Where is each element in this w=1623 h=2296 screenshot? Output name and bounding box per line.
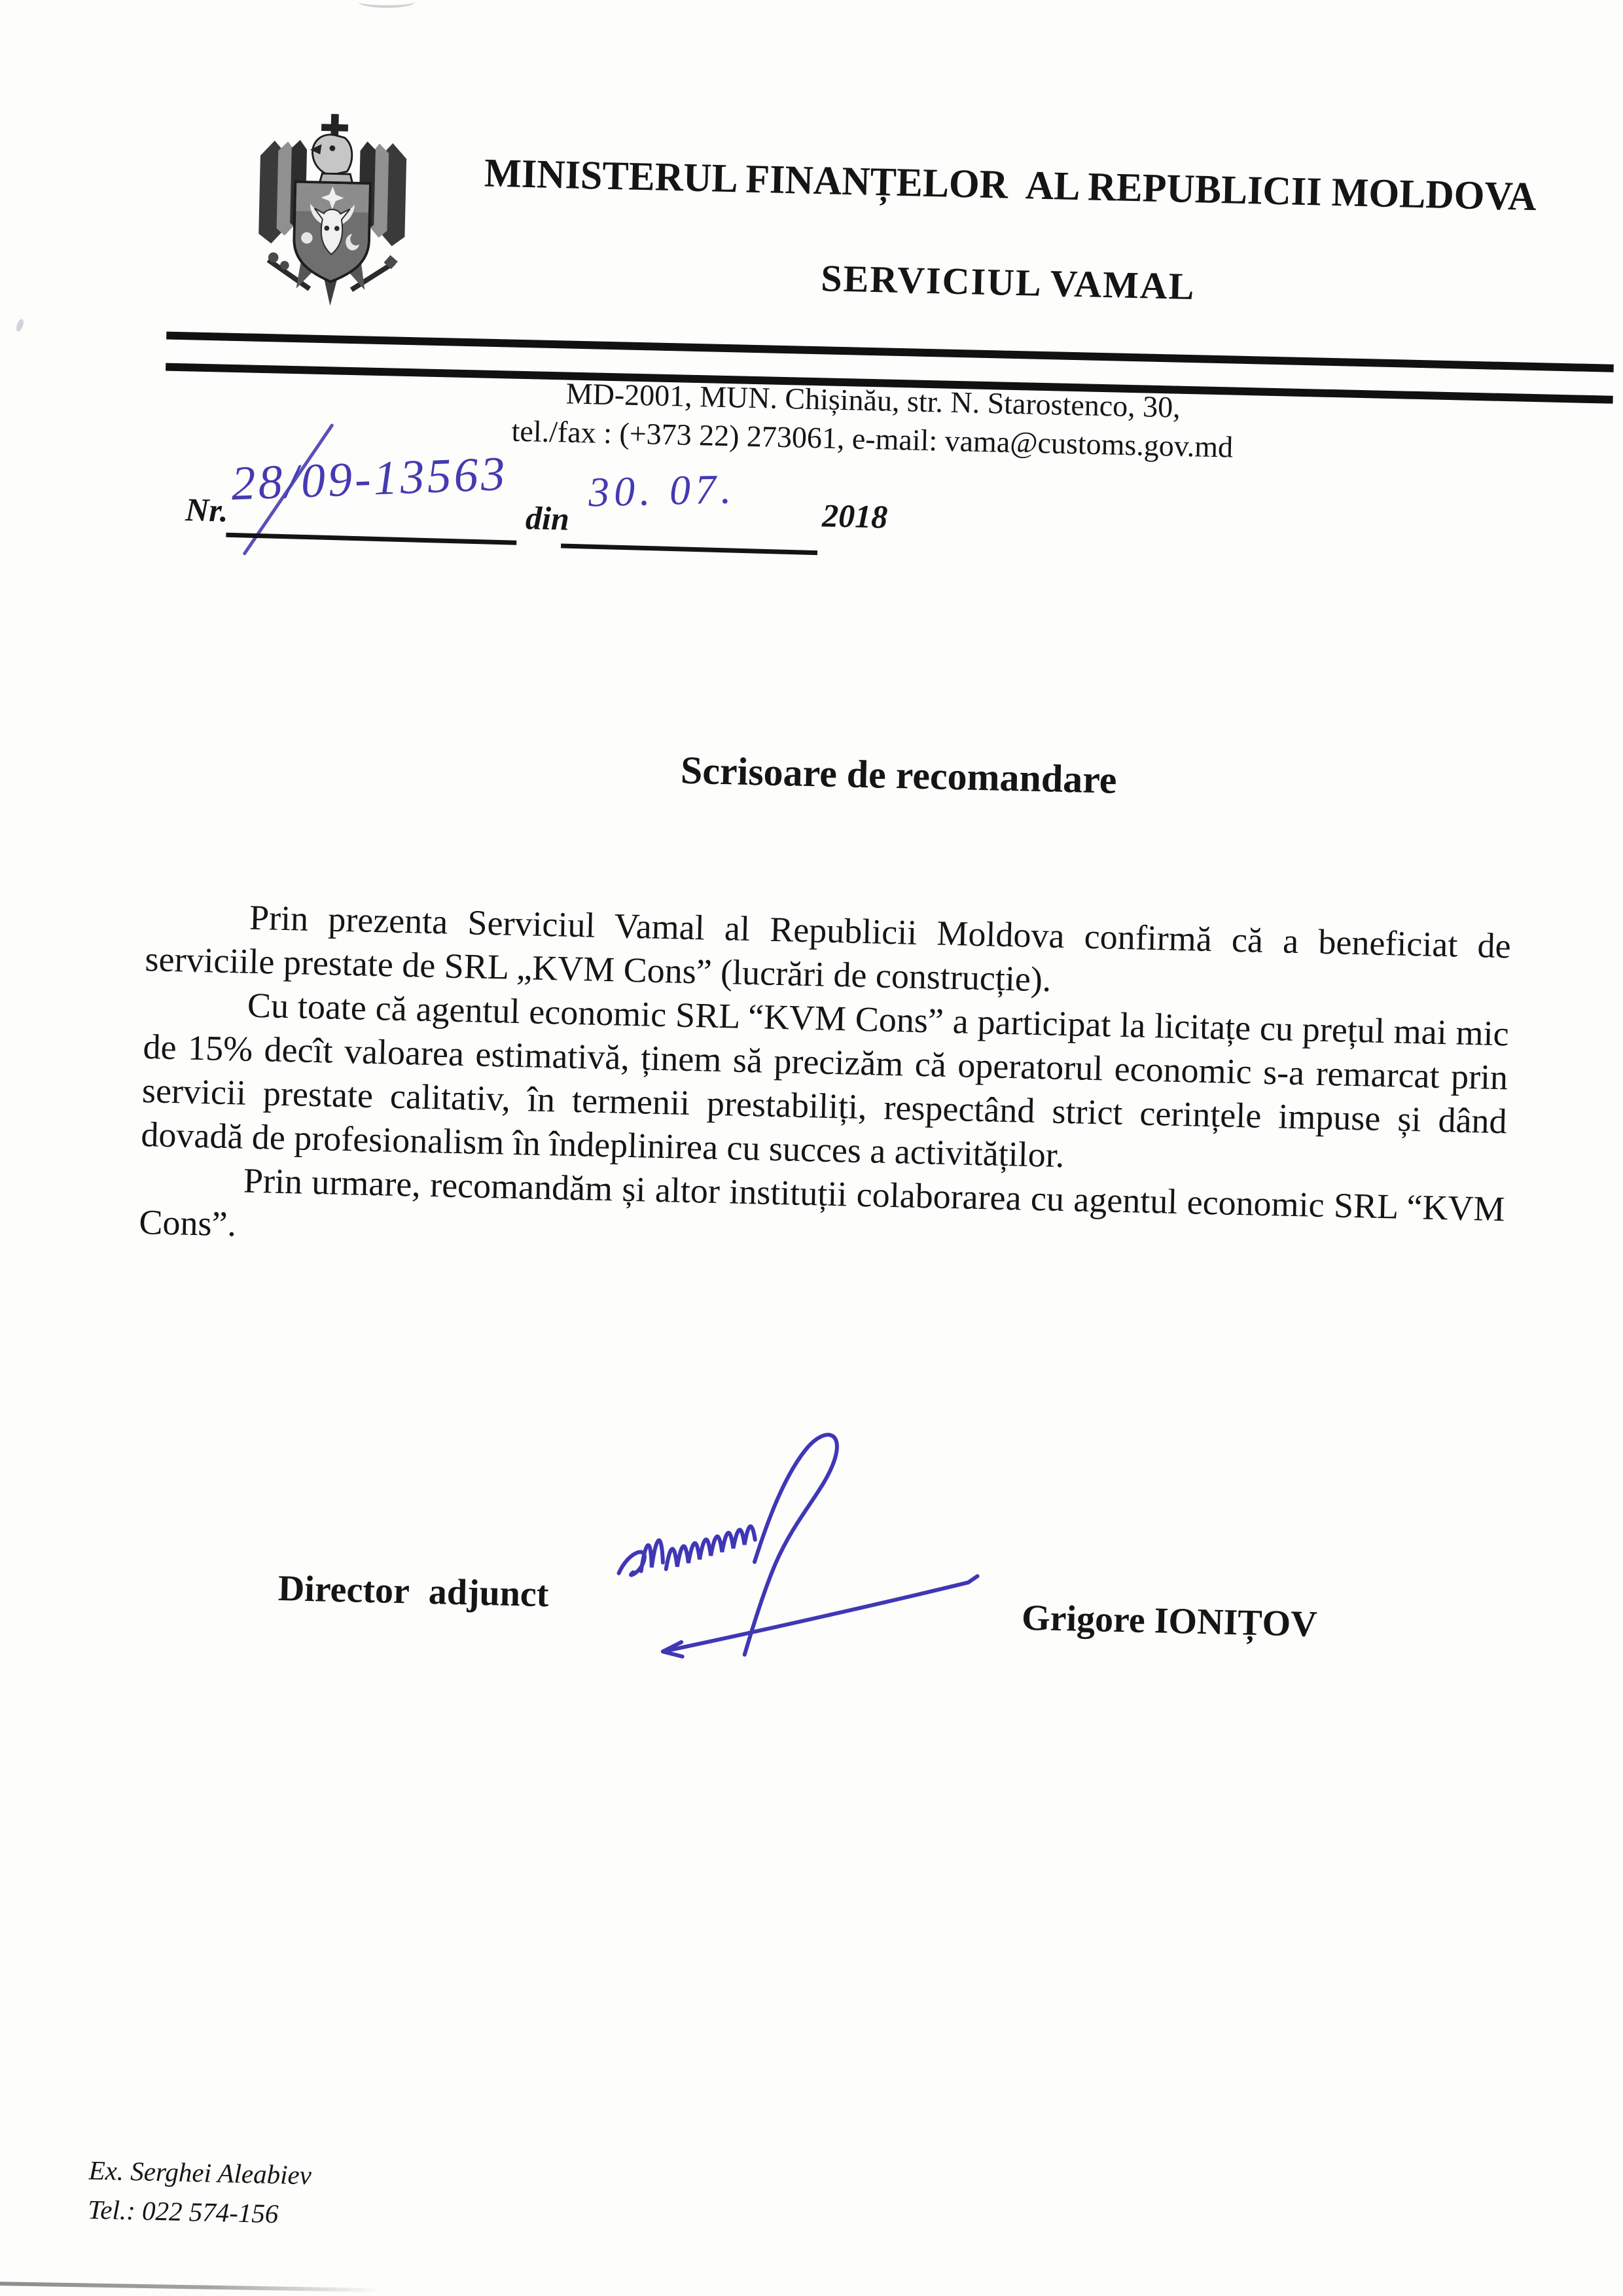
address-line: MD-2001, MUN. Chișinău, str. N. Starostenco, 30,: [565, 376, 1181, 424]
date-underline: [561, 543, 817, 555]
year-label: 2018: [821, 497, 888, 535]
signer-role-label: Director adjunct: [277, 1568, 550, 1615]
paragraph-1: Prin prezenta Serviciul Vamal al Republicii Moldova confirmă că a beneficiat de serviciile prestate de SRL „KVM Cons” (lucrări de construcție).: [144, 897, 1512, 999]
telfax-line: tel./fax : (+373 22) 273061, e-mail: vama@customs.gov.md: [511, 414, 1234, 464]
date-handwritten-value: 30. 07.: [588, 465, 736, 516]
handwritten-signature-icon: [597, 1408, 1023, 1734]
executor-name: Ex. Serghei Aleabiev: [88, 2155, 312, 2191]
executor-block: [88, 2151, 312, 2234]
paragraph-3: Prin urmare, recomandăm și altor instituții colaborarea cu agentul economic SRL “KVM Cons”.: [138, 1160, 1506, 1244]
moldova-coat-of-arms-icon: [222, 109, 442, 330]
signer-name: Grigore IONIȚOV: [1021, 1597, 1318, 1645]
nr-handwritten-value: 28/09-13563: [230, 446, 508, 511]
nr-underline: [226, 533, 516, 545]
din-label: din: [525, 499, 570, 537]
service-title: SERVICIUL VAMAL: [820, 257, 1196, 308]
ministry-title: MINISTERUL FINANȚELOR AL REPUBLICII MOLDOVA: [484, 151, 1537, 219]
paragraph-2: Cu toate că agentul economic SRL “KVM Cons” a participat la licitațe cu prețul mai mic de 15% decît valoarea estimativă, ținem să precizăm că operatorul economic s-a remarcat prin servicii prestate calitativ, în termenii prestabiliți, respectând strict cerințele impuse și dând dovadă de profesionalism în îndeplinirea cu succes a activităților.: [140, 985, 1510, 1175]
nr-label: Nr.: [185, 491, 229, 529]
letter-body: [139, 893, 1512, 1275]
executor-phone: Tel.: 022 574-156: [87, 2194, 279, 2229]
letter-title: Scrisoare de recomandare: [680, 748, 1118, 802]
